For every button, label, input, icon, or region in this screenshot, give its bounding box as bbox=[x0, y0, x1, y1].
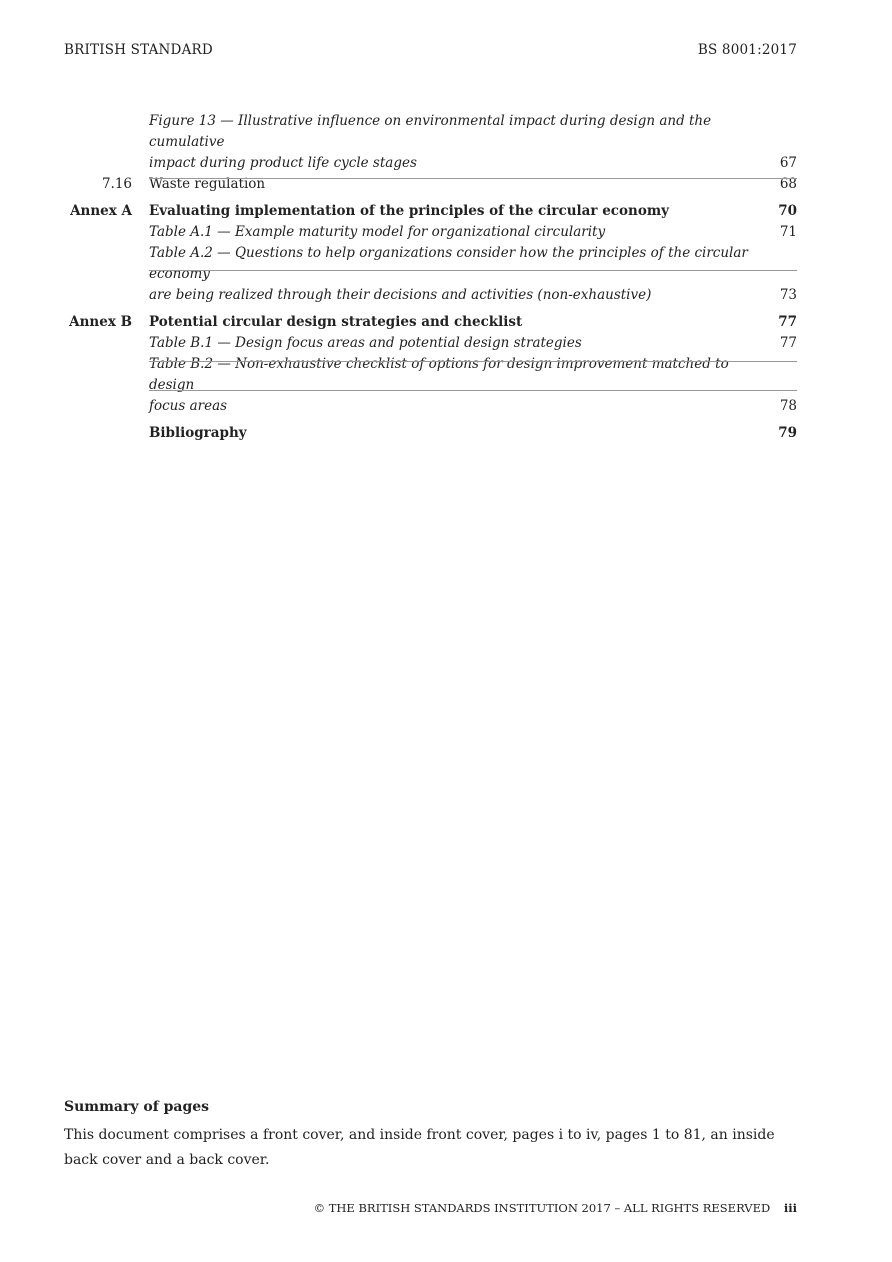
running-header-left: BRITISH STANDARD bbox=[64, 42, 213, 58]
summary-of-pages bbox=[64, 1097, 784, 1173]
copyright-notice: © THE BRITISH STANDARDS INSTITUTION 2017 – ALL RIGHTS RESERVED bbox=[313, 1201, 771, 1215]
toc-entry-table-b1[interactable] bbox=[64, 333, 797, 354]
toc-entry-title-line-1: Figure 13 — Illustrative influence on environmental impact during design and the cumulative bbox=[149, 113, 712, 150]
toc-divider bbox=[149, 270, 797, 271]
toc-entry-title: Waste regulation bbox=[149, 176, 266, 192]
table-of-contents bbox=[64, 111, 797, 447]
toc-page-number: 77 bbox=[778, 314, 797, 330]
toc-page-number: 71 bbox=[779, 224, 797, 240]
toc-page-number: 78 bbox=[779, 398, 797, 414]
toc-page-number: 67 bbox=[779, 155, 797, 171]
toc-entry-annex-b[interactable] bbox=[64, 309, 797, 333]
toc-page-number: 68 bbox=[779, 176, 797, 192]
toc-page-number: 70 bbox=[778, 203, 797, 219]
toc-page-number: 77 bbox=[779, 335, 797, 351]
toc-entry-annex-a[interactable] bbox=[64, 198, 797, 222]
toc-page-number: 73 bbox=[779, 287, 797, 303]
toc-entry-title: Table B.1 — Design focus areas and potential design strategies bbox=[149, 335, 582, 351]
summary-text: This document comprises a front cover, and inside front cover, pages i to iv, pages 1 to 81, an inside back cover and a back cover. bbox=[64, 1127, 775, 1168]
toc-entry-title-line-2: are being realized through their decisions and activities (non-exhaustive) bbox=[149, 287, 652, 303]
toc-divider bbox=[149, 178, 797, 179]
toc-section-number: 7.16 bbox=[101, 176, 132, 192]
running-header-right: BS 8001:2017 bbox=[697, 42, 797, 58]
toc-entry-title: Table A.1 — Example maturity model for organizational circularity bbox=[149, 224, 606, 240]
page-footer bbox=[314, 1201, 797, 1215]
toc-entry-table-b2[interactable] bbox=[64, 354, 797, 420]
toc-section-number: Annex B bbox=[69, 314, 132, 330]
toc-divider bbox=[149, 390, 797, 391]
toc-entry-title: Evaluating implementation of the principles of the circular economy bbox=[149, 203, 669, 219]
toc-section-number: Annex A bbox=[70, 203, 132, 219]
toc-entry-title-line-2: focus areas bbox=[149, 398, 228, 414]
toc-entry-title: Bibliography bbox=[149, 425, 247, 441]
toc-entry-table-a2[interactable] bbox=[64, 243, 797, 309]
toc-entry-title-line-2: impact during product life cycle stages bbox=[149, 155, 417, 171]
toc-page-number: 79 bbox=[778, 425, 797, 441]
toc-divider bbox=[149, 361, 797, 362]
toc-entry-title-line-1: Table A.2 — Questions to help organizations consider how the principles of the circular economy bbox=[149, 245, 748, 282]
toc-entry-title-line-1: Table B.2 — Non-exhaustive checklist of options for design improvement matched to design bbox=[149, 356, 729, 393]
toc-entry-title: Potential circular design strategies and checklist bbox=[149, 314, 523, 330]
summary-heading: Summary of pages bbox=[64, 1099, 210, 1115]
toc-entry-figure-13[interactable] bbox=[64, 111, 797, 174]
toc-entry-table-a1[interactable] bbox=[64, 222, 797, 243]
toc-entry-bibliography[interactable] bbox=[64, 420, 797, 447]
page-number: iii bbox=[783, 1201, 797, 1215]
